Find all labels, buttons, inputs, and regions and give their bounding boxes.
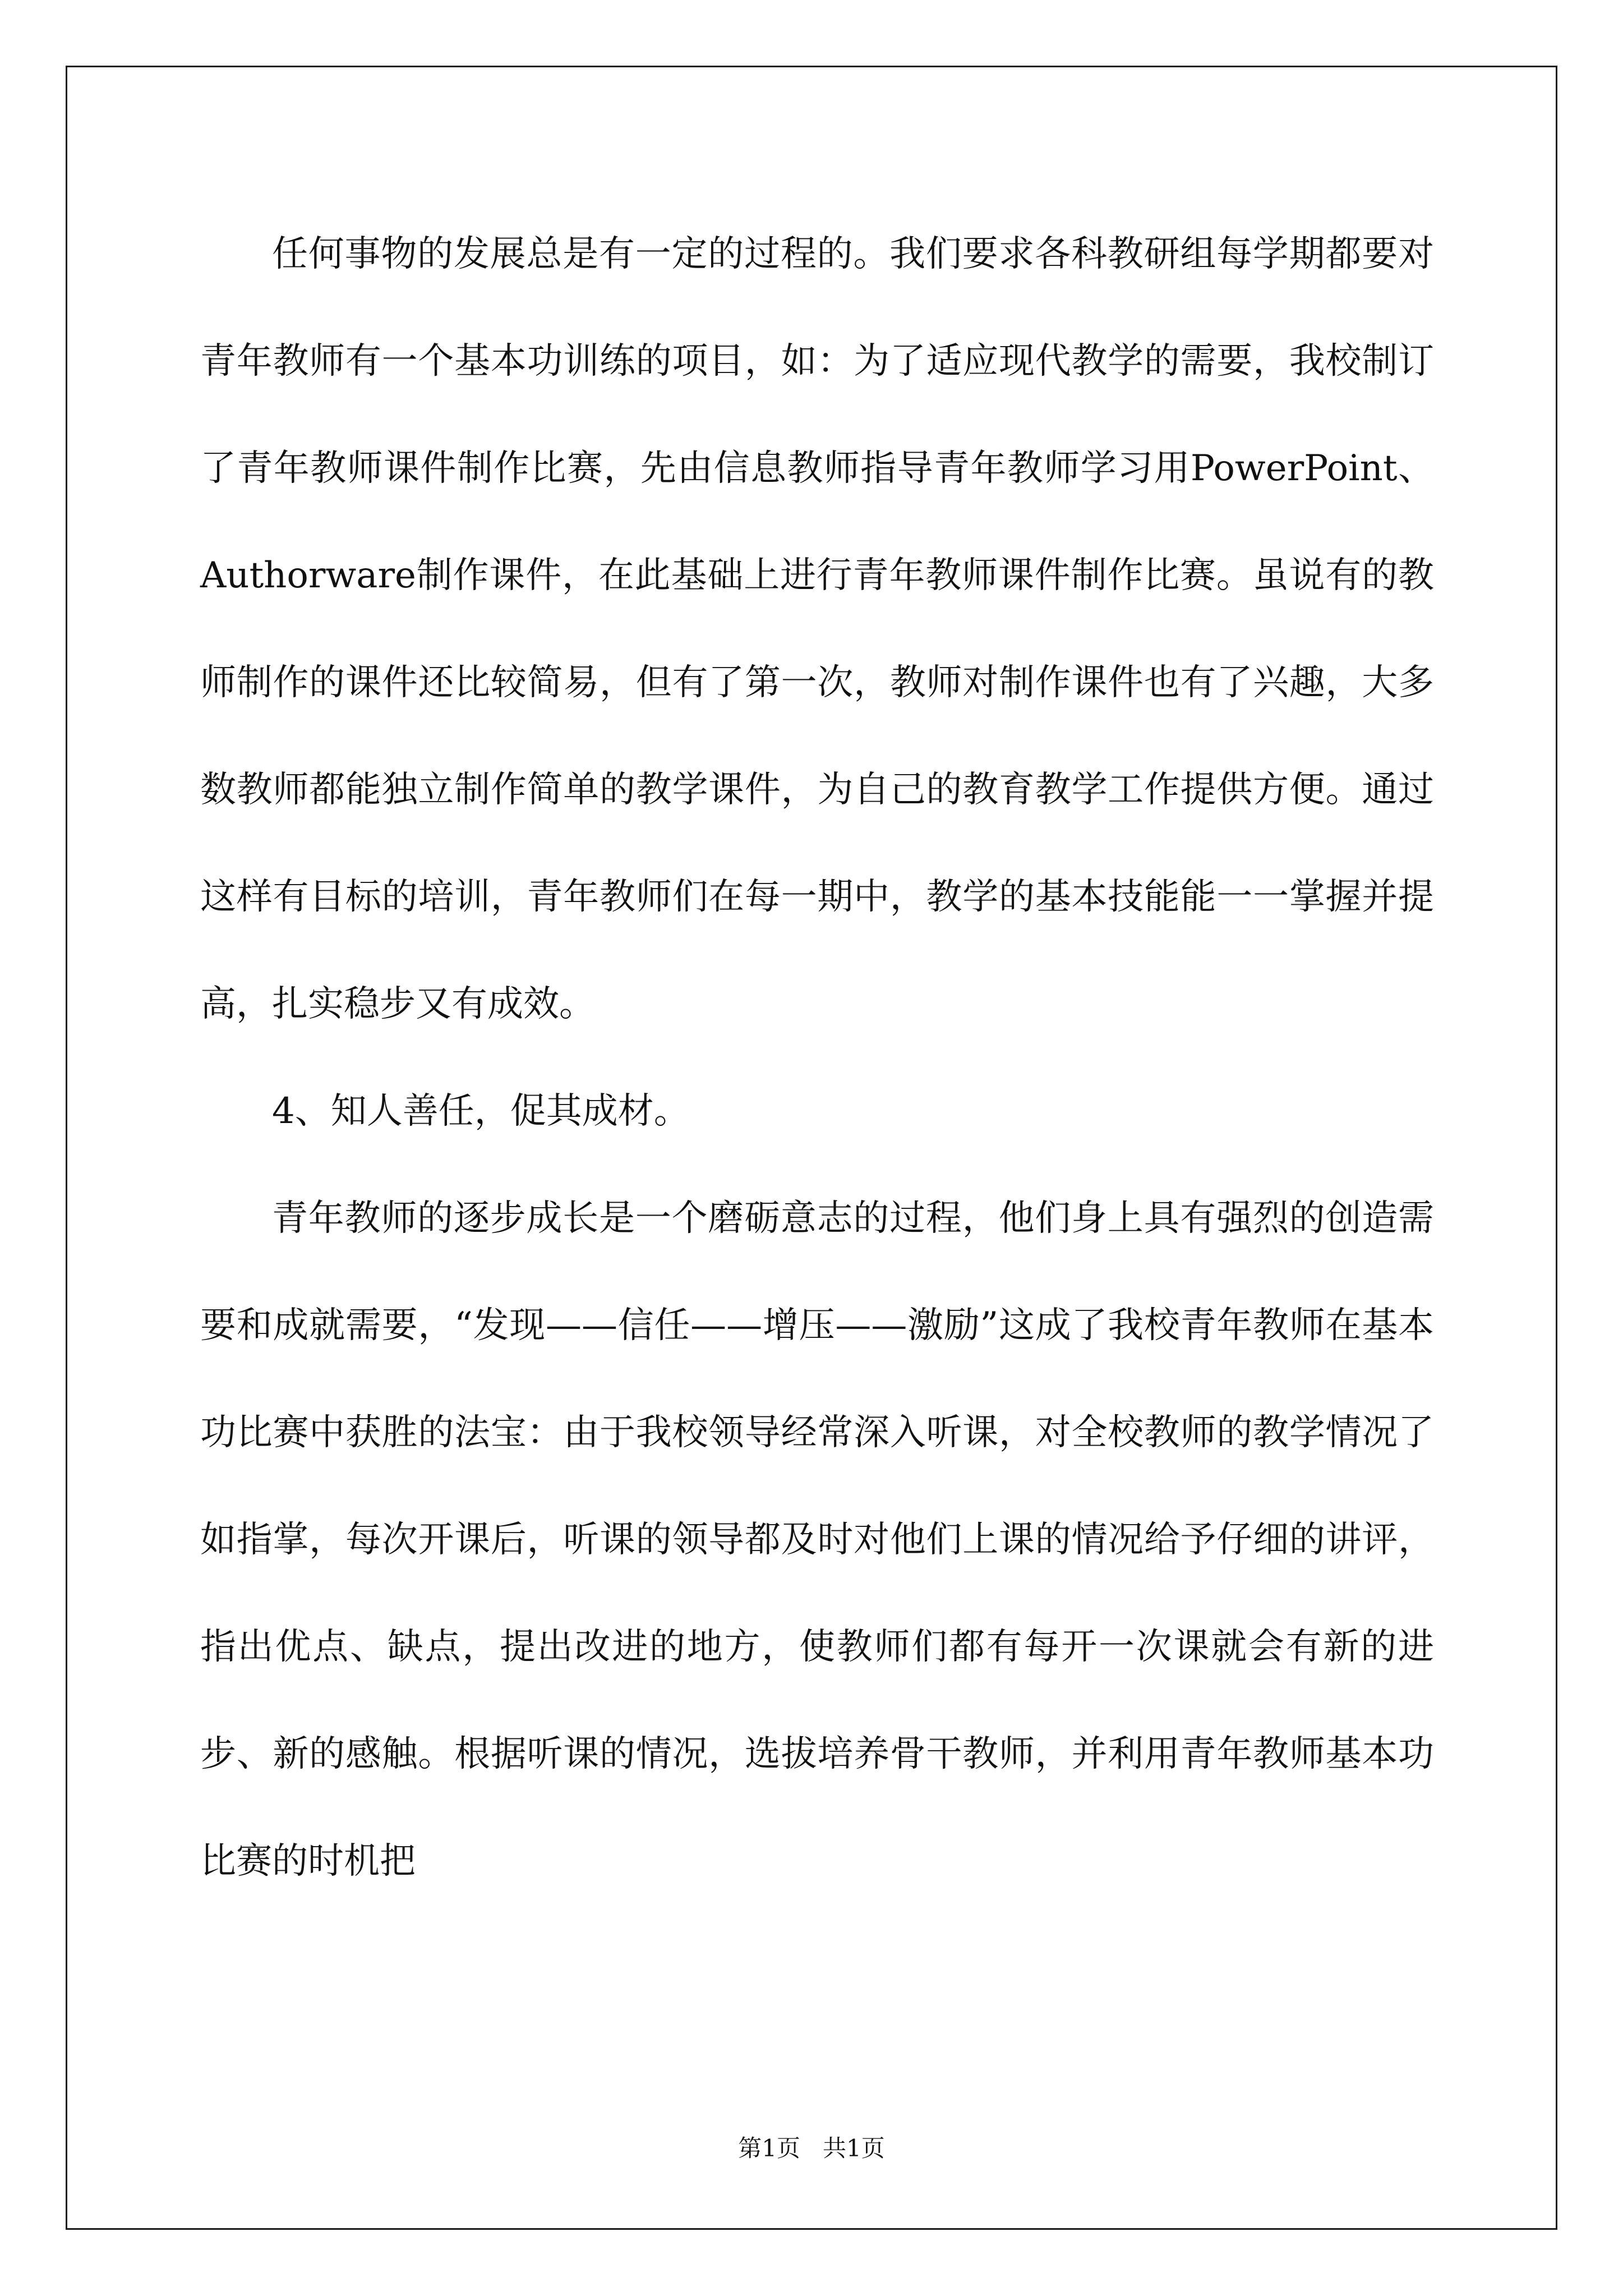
page-total: 共1页 (823, 2134, 885, 2162)
paragraph-2-heading: 4、知人善任，促其成材。 (272, 1091, 690, 1132)
page-number: 第1页 (738, 2134, 800, 2162)
document-body (200, 201, 1434, 1915)
page-footer (0, 2132, 1623, 2165)
paragraph-1: 任何事物的发展总是有一定的过程的。我们要求各科教研组每学期都要对青年教师有一个基本功训练的项目，如：为了适应现代教学的需要，我校制订了青年教师课件制作比赛，先由信息教师指导青年教师学习用PowerPoint、Authorware制作课件，在此基础上进行青年教师课件制作比赛。虽说有的教师制作的课件还比较简易，但有了第一次，教师对制作课件也有了兴趣，大多数教师都能独立制作简单的教学课件，为自己的教育教学工作提供方便。通过这样有目标的培训，青年教师们在每一期中，教学的基本技能能一一掌握并提高，扎实稳步又有成效。 (200, 233, 1434, 1025)
paragraph-3: 青年教师的逐步成长是一个磨砺意志的过程，他们身上具有强烈的创造需要和成就需要，“发现——信任——增压——激励”这成了我校青年教师在基本功比赛中获胜的法宝：由于我校领导经常深入听课，对全校教师的教学情况了如指掌，每次开课后，听课的领导都及时对他们上课的情况给予仔细的讲评，指出优点、缺点，提出改进的地方，使教师们都有每开一次课就会有新的进步、新的感触。根据听课的情况，选拔培养骨干教师，并利用青年教师基本功比赛的时机把 (200, 1198, 1434, 1882)
